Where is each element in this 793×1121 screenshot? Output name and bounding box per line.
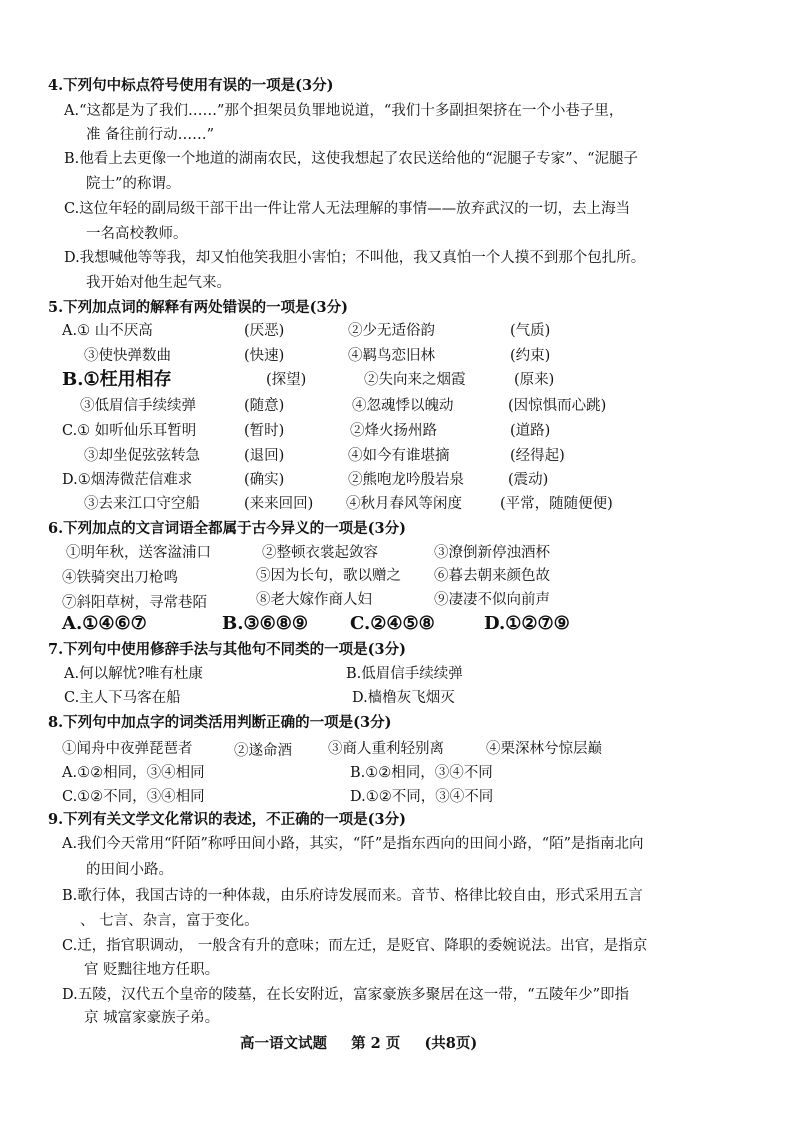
- q4-option-b-line2: 院士”的称谓。: [86, 176, 181, 192]
- q7-option-b: B.低眉信手续续弹: [346, 666, 463, 682]
- q4-stem: 4.下列句中标点符号使用有误的一项是(3分): [48, 77, 334, 94]
- footer-page-number: 第 2 页: [351, 1035, 401, 1052]
- q4-option-c-line1: C.这位年轻的副局级干部干出一件让常人无法理解的事情——放弃武汉的一切，去上海当: [64, 201, 631, 217]
- q6-stem: 6.下列加点的文言词语全都属于古今异义的一项是(3分): [48, 520, 406, 537]
- q5-a-expl1: (厌恶): [244, 323, 285, 339]
- q5-d-expl2: (震动): [508, 472, 549, 488]
- q8-sentence-4: ④栗深林兮惊层巅: [486, 741, 602, 757]
- q6-option-c: C.②④⑤⑧: [350, 613, 435, 634]
- q5-a-text4: ④羁鸟恋旧林: [348, 348, 435, 364]
- q7-option-c: C.主人下马客在船: [64, 690, 181, 706]
- q8-sentence-1: ①闻舟中夜弹琵琶者: [62, 741, 193, 757]
- q5-c-text2: ②烽火扬州路: [350, 423, 437, 439]
- q5-c-expl2: (道路): [510, 423, 551, 439]
- q5-c-expl1: (暂时): [244, 423, 285, 439]
- q9-option-a-line1: A.我们今天常用“阡陌”称呼田间小路，其实，“阡”是指东西向的田间小路，“陌”是指南北向: [62, 836, 644, 852]
- q8-option-c: C.①②不同，③④相同: [62, 789, 205, 805]
- q9-stem: 9.下列有关文学文化常识的表述，不正确的一项是(3分): [48, 811, 406, 828]
- q5-d-text2: ②熊咆龙吟殷岩泉: [348, 472, 464, 488]
- q6-item-6: ⑥暮去朝来颜色故: [434, 568, 550, 584]
- q7-stem: 7.下列句中使用修辞手法与其他句不同类的一项是(3分): [48, 641, 406, 658]
- q6-item-1: ①明年秋，送客湓浦口: [66, 545, 211, 561]
- q4-option-d-line1: D.我想喊他等等我，却又怕他笑我胆小害怕；不叫他，我又真怕一个人摸不到那个包扎所。: [64, 250, 646, 266]
- q9-option-d-line1: D.五陵，汉代五个皇帝的陵墓，在长安附近，富家豪族多聚居在这一带，“五陵年少”即指: [62, 987, 630, 1003]
- q8-option-a: A.①②相同，③④相同: [62, 765, 205, 781]
- q9-option-d-line2: 京 城富家豪族子弟。: [84, 1010, 220, 1026]
- q4-option-c-line2: 一名高校教师。: [86, 226, 188, 242]
- q9-option-b-line1: B.歌行体，我国古诗的一种体裁，由乐府诗发展而来。音节、格律比较自由，形式采用五言: [62, 888, 643, 904]
- q9-option-b-line2: 、 七言、杂言，富于变化。: [80, 913, 259, 929]
- q4-option-a-line1: A.“这都是为了我们……”那个担架员负罪地说道，“我们十多副担架挤在一个小巷子里，: [64, 103, 624, 119]
- q4-option-a-line2: 准 备往前行动……”: [86, 127, 215, 143]
- q8-option-d: D.①②不同，③④不同: [350, 789, 494, 805]
- q5-c-expl4: (经得起): [510, 448, 565, 464]
- footer: [240, 1034, 477, 1054]
- q5-d-expl4: (平常，随随便便): [500, 496, 613, 512]
- q6-option-d: D.①②⑦⑨: [484, 613, 570, 634]
- q5-a-expl4: (约束): [510, 348, 551, 364]
- q5-a-expl3: (快速): [244, 348, 285, 364]
- q6-option-b: B.③⑥⑧⑨: [222, 613, 309, 634]
- q8-stem: 8.下列句中加点字的词类活用判断正确的一项是(3分): [48, 714, 392, 731]
- q6-item-2: ②整顿衣裳起敛容: [262, 545, 378, 561]
- q5-c-text3: ③却坐促弦弦转急: [84, 448, 200, 464]
- q5-d-expl3: (来来回回): [244, 496, 314, 512]
- q7-option-a: A.何以解忧?唯有杜康: [64, 666, 203, 682]
- q5-b-text3: ③低眉信手续续弹: [80, 398, 196, 414]
- q5-d-expl1: (确实): [244, 472, 285, 488]
- q5-b-text1: B.①枉用相存: [62, 369, 172, 390]
- q9-option-c-line1: C.迁，指官职调动， 一般含有升的意味；而左迁，是贬官、降职的委婉说法。出官，是指京: [62, 938, 648, 954]
- q6-option-a: A.①④⑥⑦: [62, 613, 147, 634]
- q5-a-text3: ③使快弹数曲: [84, 348, 171, 364]
- q5-b-expl1: (探望): [266, 372, 307, 388]
- q4-option-b-line1: B.他看上去更像一个地道的湖南农民，这使我想起了农民送给他的“泥腿子专家”、“泥腿子: [64, 151, 638, 167]
- q5-d-text1: D.①烟涛微茫信难求: [62, 472, 193, 488]
- q5-c-text1: C.① 如听仙乐耳暂明: [62, 423, 197, 439]
- q8-option-b: B.①②相同，③④不同: [350, 765, 493, 781]
- q5-c-expl3: (退回): [244, 448, 285, 464]
- q9-option-c-line2: 官 贬黜往地方任职。: [84, 962, 220, 978]
- q5-d-text3: ③去来江口守空船: [84, 496, 200, 512]
- q6-item-4: ④铁骑突出刀枪鸣: [62, 570, 178, 586]
- q6-item-5: ⑤因为长句，歌以赠之: [256, 568, 401, 584]
- footer-title: 高一语文试题: [240, 1035, 327, 1052]
- q8-sentence-2: ②遂命酒: [234, 743, 292, 759]
- q4-option-d-line2: 我开始对他生起气来。: [86, 275, 231, 291]
- q5-a-text2: ②少无适俗韵: [348, 323, 435, 339]
- q5-b-text4: ④忽魂悸以魄动: [352, 398, 454, 414]
- q5-b-text2: ②失向来之烟霞: [364, 372, 466, 388]
- q5-a-expl2: (气质): [510, 323, 551, 339]
- q5-b-expl2: (原来): [514, 372, 555, 388]
- q5-c-text4: ④如今有谁堪摘: [348, 448, 450, 464]
- q5-d-text4: ④秋月春风等闲度: [346, 496, 462, 512]
- q5-b-expl3: (随意): [244, 398, 285, 414]
- q7-option-d: D.樯橹灰飞烟灭: [352, 690, 455, 706]
- q6-item-8: ⑧老大嫁作商人妇: [256, 592, 372, 608]
- q6-item-3: ③潦倒新停浊酒杯: [434, 545, 550, 561]
- q5-b-expl4: (因惊惧而心跳): [508, 398, 607, 414]
- footer-total-pages: (共8页): [424, 1035, 478, 1052]
- q9-option-a-line2: 的田间小路。: [86, 862, 173, 878]
- q5-a-text1: A.① 山不厌高: [62, 323, 153, 339]
- q6-item-7: ⑦斜阳草树，寻常巷陌: [62, 595, 207, 611]
- q6-item-9: ⑨凄凄不似向前声: [434, 592, 550, 608]
- q5-stem: 5.下列加点词的解释有两处错误的一项是(3分): [48, 299, 348, 316]
- q8-sentence-3: ③商人重利轻别离: [328, 741, 444, 757]
